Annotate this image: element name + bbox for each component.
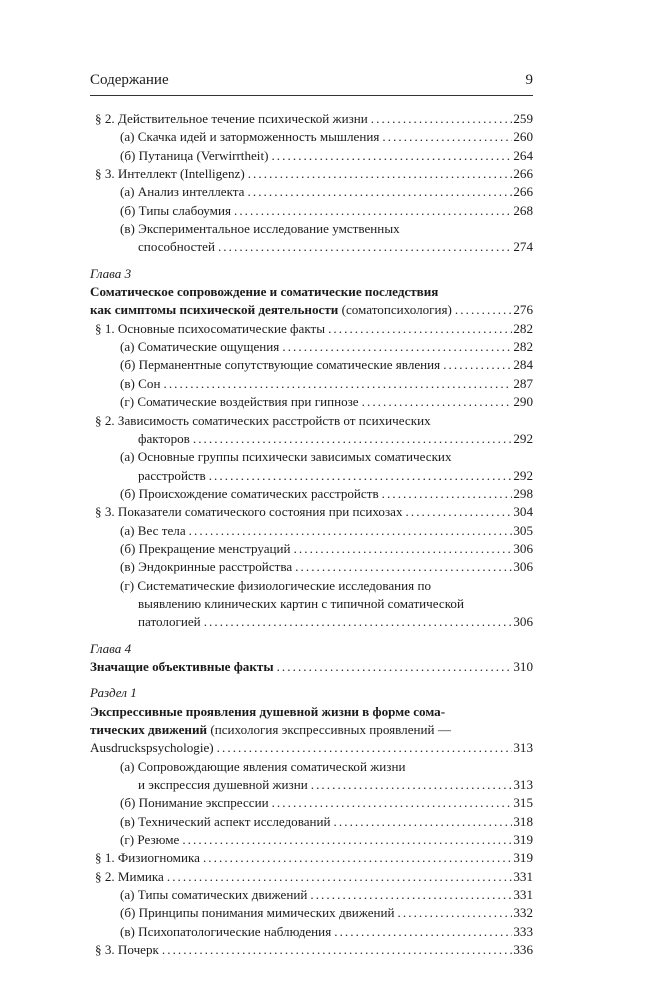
dot-leader <box>398 904 513 922</box>
toc-entry <box>90 904 533 922</box>
toc-entry-text <box>120 338 279 356</box>
toc-entry-label: патологией <box>138 614 201 630</box>
section-gap <box>90 632 533 640</box>
toc-entry <box>90 238 533 256</box>
dot-leader <box>203 849 512 867</box>
chapter-heading: Раздел 1 <box>90 685 137 701</box>
toc-entry-label: факторов <box>138 430 190 446</box>
toc-entry-text <box>120 886 307 904</box>
toc-entry <box>90 338 533 356</box>
toc-entry-text <box>138 430 190 448</box>
toc-entry-text <box>120 904 395 922</box>
toc-entry-label: (соматопсихология) <box>338 302 452 318</box>
toc-entry <box>90 356 533 374</box>
toc-entry-label: (а) Типы соматических движений <box>120 887 308 903</box>
chapter-heading: Глава 3 <box>90 265 132 281</box>
toc-page-number: 282 <box>513 339 533 355</box>
toc-entry-text <box>120 540 291 558</box>
dot-leader <box>234 202 512 220</box>
toc-entry-label: (а) Соматические ощущения <box>120 339 280 355</box>
toc-entry-text <box>95 941 159 959</box>
toc-page-number: 268 <box>513 202 533 218</box>
toc-page-number: 331 <box>513 887 533 903</box>
toc-entry-label: § 1. Физиогномика <box>95 850 200 866</box>
toc-heading-bold: тических движений <box>90 722 208 737</box>
dot-leader <box>371 110 513 128</box>
toc-page-number: 298 <box>513 485 533 501</box>
toc-entry-text <box>138 238 215 256</box>
toc-entry-label: § 3. Интеллект (Intelligenz) <box>95 166 245 182</box>
toc-entry-label: (а) Основные группы психически зависимых соматических <box>120 449 452 465</box>
toc-entry <box>90 320 533 338</box>
toc-entry-text <box>120 794 269 812</box>
toc-entry-label: (в) Сон <box>120 375 161 391</box>
toc-entry-text <box>120 183 245 201</box>
toc-entry <box>90 412 533 430</box>
toc-entry-text <box>95 110 368 128</box>
toc-entry-label: (б) Типы слабоумия <box>120 202 231 218</box>
toc-page-number: 274 <box>513 239 533 255</box>
toc-entry-label: (г) Систематические физиологические исследования по <box>120 577 432 593</box>
toc-entry-label: (б) Перманентные сопутствующие соматические явления <box>120 357 441 373</box>
toc-entry-text <box>90 739 214 757</box>
toc-page-number: 292 <box>513 430 533 446</box>
toc-entry-text <box>138 613 201 631</box>
toc-entry <box>90 923 533 941</box>
toc-heading-text: (психология экспрессивных проявлений — <box>207 722 451 737</box>
dot-leader <box>334 813 513 831</box>
toc-page-number: 260 <box>513 129 533 145</box>
toc-entry-label: (б) Понимание экспрессии <box>120 795 269 811</box>
dot-leader <box>295 558 512 576</box>
dot-leader <box>248 183 513 201</box>
page-number: 9 <box>525 72 533 88</box>
toc-page-number: 319 <box>513 832 533 848</box>
toc-entry-text <box>120 221 400 236</box>
toc-entry-label: (б) Прекращение менструаций <box>120 540 291 556</box>
toc-heading-line: Соматическое сопровождение и соматические последствия <box>90 284 439 300</box>
dot-leader <box>282 338 512 356</box>
toc-heading-line: Экспрессивные проявления душевной жизни в форме сома- <box>90 703 446 719</box>
toc-entry-text <box>120 831 179 849</box>
dot-leader <box>362 393 513 411</box>
toc-entry-label: § 3. Показатели соматического состояния при психозах <box>95 504 403 520</box>
toc-page-number: 304 <box>513 504 533 520</box>
toc-page-number: 306 <box>513 614 533 630</box>
toc-entry <box>90 758 533 776</box>
toc-entry-label: Ausdruckspsychologie) <box>90 740 214 756</box>
dot-leader <box>204 613 513 631</box>
section-gap <box>90 257 533 265</box>
toc-page-number: 332 <box>513 905 533 921</box>
toc-entry <box>90 739 533 757</box>
toc-entry-label: § 1. Основные психосоматические факты <box>95 320 326 336</box>
dot-leader <box>311 776 513 794</box>
toc-entry-text <box>120 147 268 165</box>
toc-entry <box>90 467 533 485</box>
toc-entry-text <box>95 849 200 867</box>
toc-entry <box>90 886 533 904</box>
toc-entry-label: § 2. Действительное течение психической жизни <box>95 111 368 126</box>
toc-page-number: 266 <box>513 166 533 182</box>
section-gap <box>90 676 533 684</box>
toc-entry-label: расстройств <box>138 467 206 483</box>
toc-entry-text <box>120 522 186 540</box>
dot-leader <box>310 886 512 904</box>
toc-entry-label: (а) Скачка идей и заторможенность мышления <box>120 129 380 145</box>
dot-leader <box>272 794 513 812</box>
toc-entry <box>90 165 533 183</box>
toc-entry-text <box>120 202 231 220</box>
toc-entry-text <box>95 165 245 183</box>
toc-entry <box>90 202 533 220</box>
toc-page-number: 306 <box>513 559 533 575</box>
toc-entry <box>90 849 533 867</box>
dot-leader <box>277 658 513 676</box>
toc-entry <box>90 813 533 831</box>
toc-entry <box>90 485 533 503</box>
dot-leader <box>163 375 512 393</box>
toc-entry-label: выявлению клинических картин с типичной соматической <box>138 595 464 611</box>
dot-leader <box>193 430 513 448</box>
dot-leader <box>382 128 512 146</box>
toc-heading-line <box>90 721 533 739</box>
toc-entry <box>90 301 533 319</box>
dot-leader <box>209 467 513 485</box>
toc-entry-text <box>120 375 160 393</box>
page-header <box>90 72 533 94</box>
table-of-contents <box>90 110 533 959</box>
toc-entry-label: (г) Соматические воздействия при гипнозе <box>120 394 359 410</box>
toc-entry-label: § 2. Мимика <box>95 868 164 884</box>
toc-entry-label: (б) Принципы понимания мимических движений <box>120 905 395 921</box>
chapter-heading: Глава 4 <box>90 640 132 656</box>
toc-page-number: 310 <box>513 658 533 674</box>
toc-entry <box>90 522 533 540</box>
toc-page-number: 313 <box>513 777 533 793</box>
toc-entry-text <box>95 413 431 428</box>
dot-leader <box>443 356 512 374</box>
toc-page-number: 266 <box>513 184 533 200</box>
dot-leader <box>334 923 512 941</box>
dot-leader <box>162 941 512 959</box>
toc-page-number: 292 <box>513 467 533 483</box>
dot-leader <box>328 320 512 338</box>
dot-leader <box>294 540 513 558</box>
toc-page-number: 315 <box>513 795 533 811</box>
dot-leader <box>218 238 512 256</box>
toc-entry-label: способностей <box>138 239 215 255</box>
toc-entry-text <box>120 923 331 941</box>
toc-page-number: 259 <box>513 111 533 126</box>
toc-entry <box>90 147 533 165</box>
toc-entry-label: (в) Технический аспект исследований <box>120 813 331 829</box>
toc-entry-text <box>120 759 405 774</box>
toc-entry <box>90 183 533 201</box>
toc-entry <box>90 794 533 812</box>
toc-entry-text <box>120 485 379 503</box>
toc-entry-label: (а) Сопровождающие явления соматической жизни <box>120 758 406 774</box>
dot-leader <box>406 503 513 521</box>
toc-entry <box>90 110 533 128</box>
toc-page-number: 306 <box>513 540 533 556</box>
toc-entry-text <box>95 868 164 886</box>
toc-entry-text <box>90 301 452 319</box>
dot-leader <box>217 739 513 757</box>
toc-entry-label: и экспрессия душевной жизни <box>138 777 308 793</box>
toc-entry-text <box>120 356 440 374</box>
toc-entry-label: (в) Психопатологические наблюдения <box>120 923 332 939</box>
toc-entry-text <box>120 813 331 831</box>
toc-entry <box>90 577 533 595</box>
dot-leader <box>382 485 513 503</box>
toc-entry <box>90 658 533 676</box>
toc-entry-text <box>95 503 403 521</box>
toc-entry-text <box>120 449 452 464</box>
toc-page-number: 282 <box>513 320 533 336</box>
toc-entry-bold: Значащие объективные факты <box>90 658 274 674</box>
toc-entry-text <box>120 128 379 146</box>
toc-page-number: 336 <box>513 942 533 958</box>
toc-entry-text <box>120 393 359 411</box>
header-title: Содержание <box>90 72 169 88</box>
toc-entry-label: § 2. Зависимость соматических расстройств от психических <box>95 412 431 428</box>
toc-entry <box>90 868 533 886</box>
toc-entry-text <box>138 467 206 485</box>
toc-entry-text <box>90 658 274 676</box>
toc-entry-label: (в) Эндокринные расстройства <box>120 559 293 575</box>
toc-entry <box>90 503 533 521</box>
toc-page-number: 290 <box>513 394 533 410</box>
toc-page-number: 276 <box>513 302 533 318</box>
toc-entry-label: (г) Резюме <box>120 832 180 848</box>
toc-entry <box>90 831 533 849</box>
toc-entry-label: (в) Экспериментальное исследование умственных <box>120 221 400 237</box>
toc-page-number: 305 <box>513 522 533 538</box>
toc-entry <box>90 375 533 393</box>
toc-entry <box>90 220 533 238</box>
toc-entry <box>90 540 533 558</box>
dot-leader <box>248 165 513 183</box>
toc-entry <box>90 613 533 631</box>
toc-page-number: 284 <box>513 357 533 373</box>
toc-entry-text <box>138 776 308 794</box>
dot-leader <box>167 868 513 886</box>
toc-entry <box>90 558 533 576</box>
toc-page-number: 331 <box>513 868 533 884</box>
toc-entry-text <box>138 596 464 611</box>
toc-entry-text <box>120 578 431 593</box>
toc-entry <box>90 941 533 959</box>
toc-entry-label: (а) Вес тела <box>120 522 186 538</box>
toc-entry <box>90 430 533 448</box>
toc-entry <box>90 448 533 466</box>
toc-page-number: 264 <box>513 147 533 163</box>
dot-leader <box>182 831 512 849</box>
toc-page-number: 319 <box>513 850 533 866</box>
toc-page-number: 287 <box>513 375 533 391</box>
toc-page-number: 318 <box>513 813 533 829</box>
toc-entry <box>90 128 533 146</box>
toc-entry-text <box>95 320 325 338</box>
dot-leader <box>271 147 512 165</box>
toc-entry-bold: как симптомы психической деятельности <box>90 302 339 318</box>
dot-leader <box>189 522 513 540</box>
toc-entry-label: (б) Путаница (Verwirrtheit) <box>120 147 269 163</box>
toc-page-number: 333 <box>513 923 533 939</box>
header-rule <box>90 95 533 96</box>
toc-entry-text <box>120 558 292 576</box>
toc-entry-label: (б) Происхождение соматических расстройств <box>120 485 379 501</box>
toc-entry-label: § 3. Почерк <box>95 942 159 958</box>
dot-leader <box>455 301 512 319</box>
toc-entry <box>90 393 533 411</box>
toc-entry <box>90 776 533 794</box>
toc-entry-label: (а) Анализ интеллекта <box>120 184 245 200</box>
running-header <box>90 72 533 94</box>
toc-entry <box>90 595 533 613</box>
toc-page-number: 313 <box>513 740 533 756</box>
